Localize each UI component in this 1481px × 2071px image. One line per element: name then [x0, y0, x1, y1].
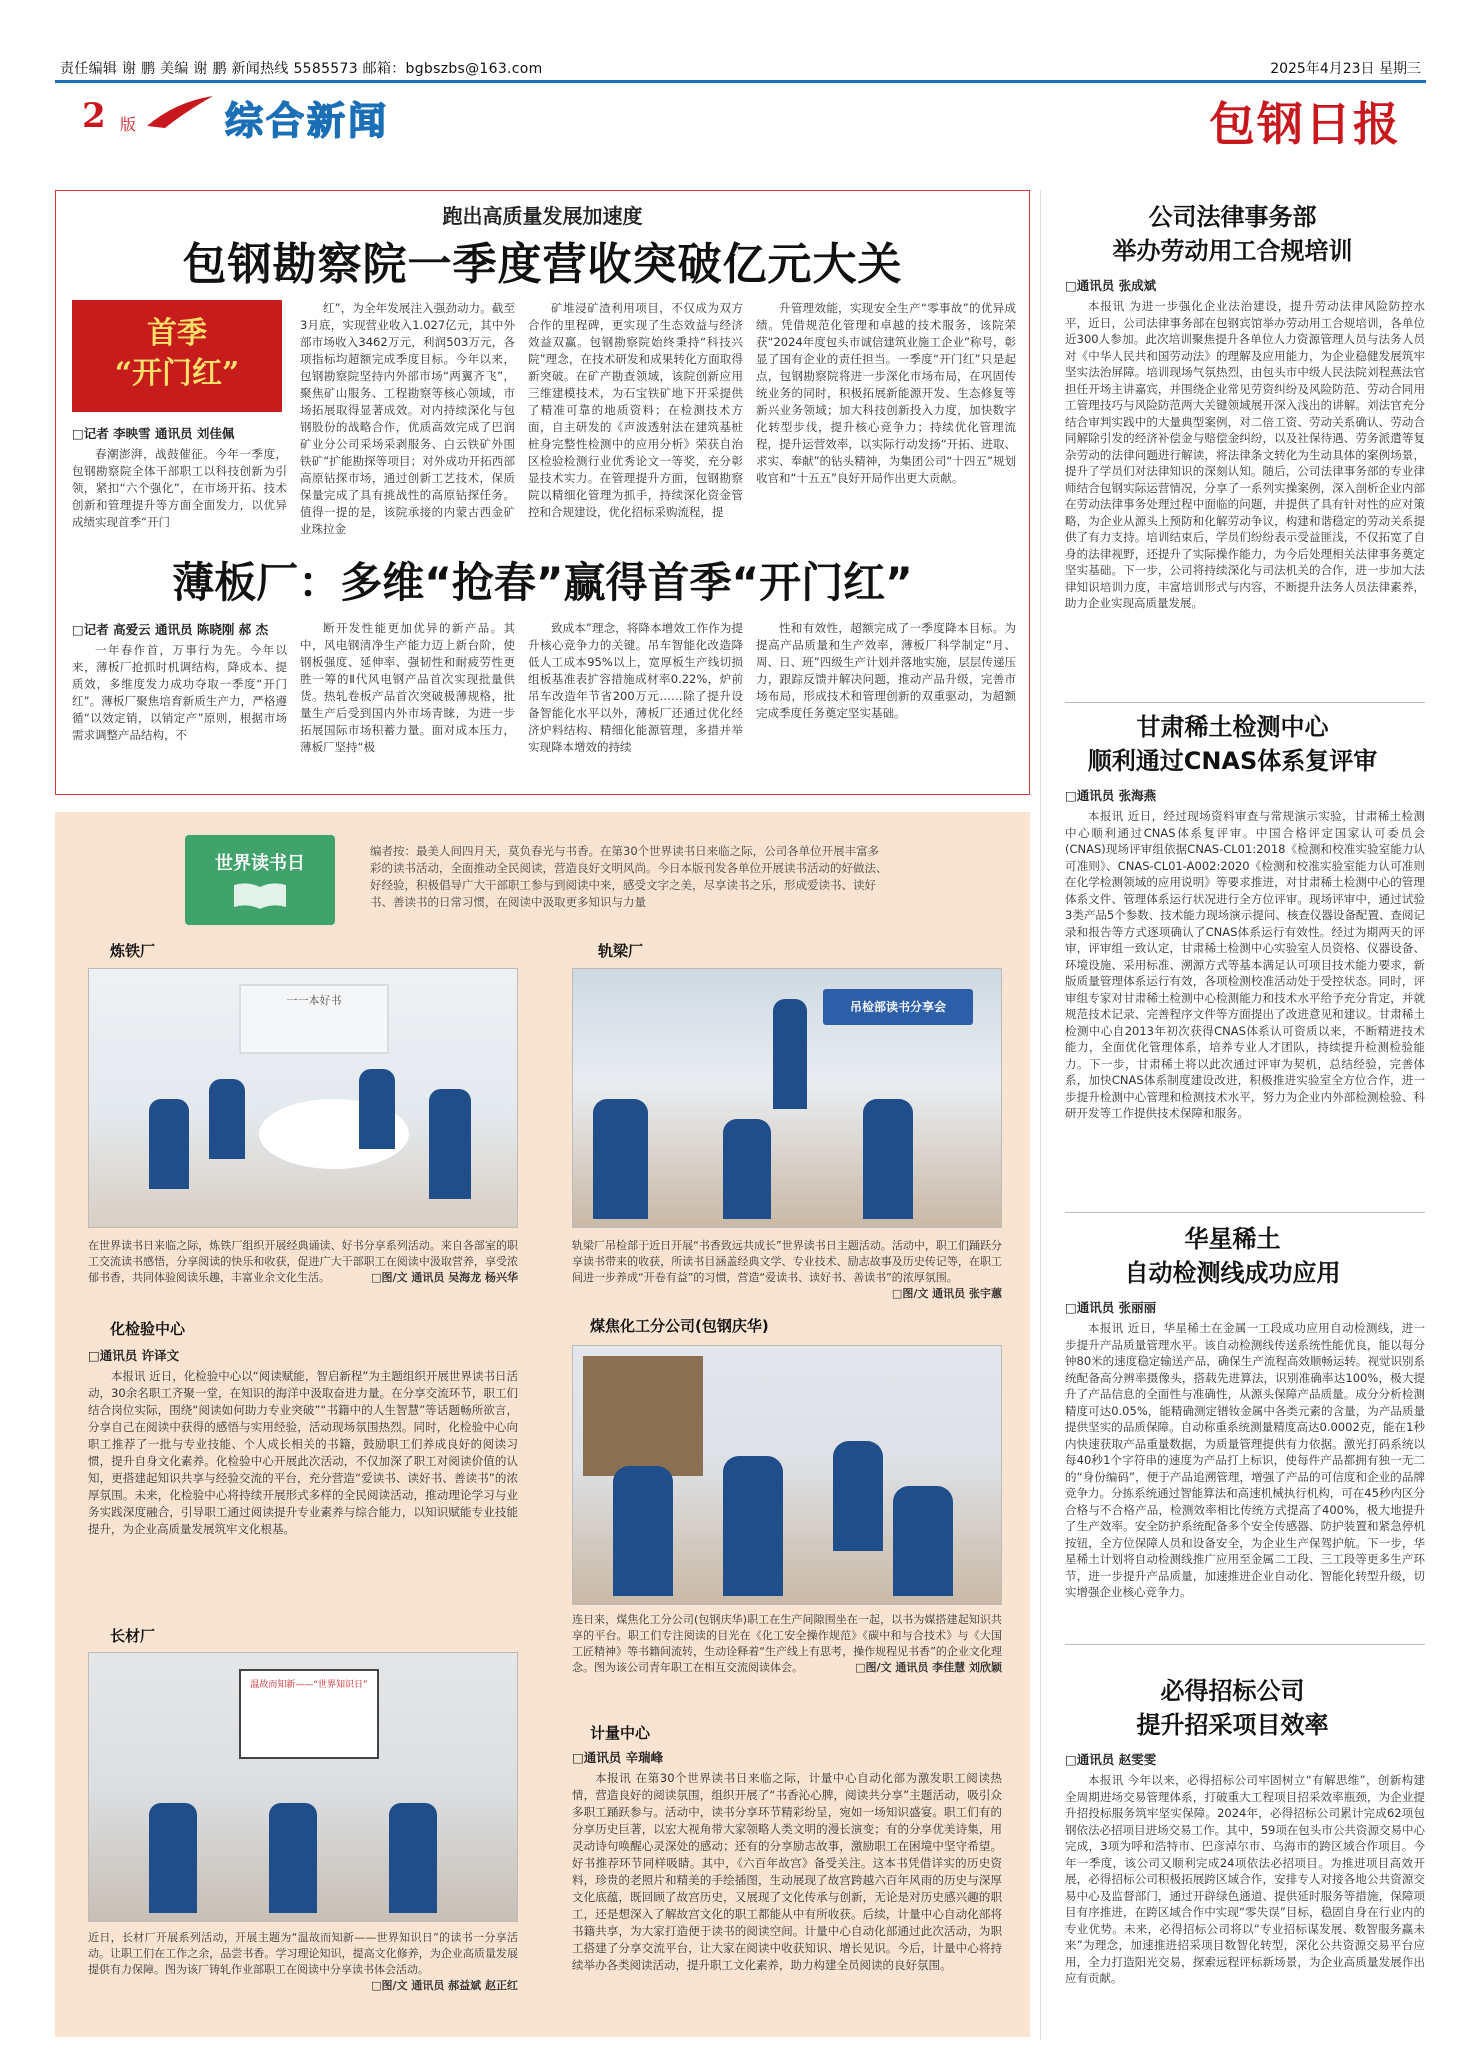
lead-byline: □记者 李映雪 通讯员 刘佳佩 — [72, 426, 235, 441]
header-rule — [55, 80, 1426, 83]
chang-heading: 长材厂 — [110, 1627, 156, 1645]
right-story-3-body: 本报讯 近日，华星稀土在金属一工段成功应用自动检测线，进一步提升产品质量管理水平。该自动检测线传送系统性能优良，能以每分钟80米的速度稳定输送产品，确保生产流程高效顺畅运转。视觉识别系统配备高分辨率摄像头，搭载先进算法，识别准确率达100%，极大提升了产品信息的全面性与准确性，从源头保障产品质量。成分分析检测精度可达0.05%，能精确测定镨钕金属中各类元素的含量，为产品质量提供坚实的品质保障。自动称重系统测量精度高达0.0002克，能在1秒内快速获取产品重量数据，为质量管理提供有力依据。激光打码系统以每40秒1个字符串的速度为产品打上标识，使每件产品都拥有独一无二的“身份编码”，便于产品追溯管理，增强了产品的可信度和企业的品牌竞争力。分拣系统通过智能算法和高速机械执行机构，可在45秒内区分合格与不合格产品，检测效率相比传统方式提高了400%，极大地提升了生产效率。安全防护系统配备多个安全传感器、防护装置和紧急停机按钮，全方位保障人员和设备安全，为企业生产保驾护航。下一步，华星稀土计划将自动检测线推广应用至金属二工段、三工段等更多生产环节，进一步提升产品质量，加速推进企业自动化、智能化转型升级，切实增强企业核心竞争力。 — [1065, 1321, 1425, 1599]
right-separator — [1065, 1644, 1425, 1645]
lead-column-3: 矿堆浸矿渣利用项目，不仅成为双方合作的里程碑，更实现了生态效益与经济效益双赢。包钢勘察院始终秉持“科技兴院”理念，在技术研发和成果转化方面取得新突破。在矿产勘查领域，该院创新应用三维建模技术，为石宝铁矿地下开采提供了精准可靠的地质资料；在检测技术方面，自主研发的《声波透射法在建筑基桩桩身完整性检测中的应用分析》荣获自治区检验检测行业优秀论文一等奖，充分彰显技术实力。在管理提升方面，包钢勘察院以精细化管理为抓手，持续深化资金管控和合规建设，优化招标采购流程，提 — [528, 301, 743, 519]
lian-caption — [88, 1238, 518, 1286]
reader-figure — [593, 1099, 648, 1219]
right-story-2-title-l1: 甘肃稀土检测中心 — [1136, 713, 1329, 741]
reader-figure — [359, 1069, 395, 1149]
lian-credit: □图/文 通讯员 吴海龙 杨兴华 — [371, 1271, 518, 1284]
second-column-3: 致成本”理念，将降本增效工作作为提升核心竞争力的关键。吊车智能化改造降低人工成本95%以上，宽厚板生产线切损组板基准表扩容措施成材率0.22%，炉前吊车改造年节省200万元……除了提升设备智能化水平以外，薄板厂还通过优化经济炉料结构、精细化能源管理，多措并举实现降本增效的持续 — [528, 621, 743, 754]
poster-title: 世界读书日 — [215, 853, 305, 874]
right-story-4-byline: □通讯员 赵雯雯 — [1065, 1752, 1157, 1767]
mei-photo — [572, 1345, 1002, 1605]
lead-column-4: 升管理效能，实现安全生产“零事故”的优异成绩。凭借规范化管理和卓越的技术服务，该院荣获“2024年度包头市诚信建筑业施工企业”称号，彰显了国有企业的责任担当。一季度“开门红”只是起点，包钢勘察院将进一步深化市场布局，在巩固传统业务的同时，积极拓展新能源开发、生态修复等新兴业务领域；加大科技创新投入力度，加快数字化转型步伐，提升核心竞争力；持续优化管理流程，提升运营效率，以实际行动发扬“开拓、进取、求实、奉献”的钻头精神，为集团公司“十四五”规划收官和“十五五”良好开局作出更大贡献。 — [756, 301, 1016, 485]
second-column-1: 一年春作首，万事行为先。今年以来，薄板厂抢抓时机调结构，降成本、提质效，多维度发力成功夺取一季度“开门红”。薄板厂聚焦培育新质生产力，严格遵循“以效定销，以销定产”原则，根据市场需求调整产品结构，不 — [72, 643, 287, 742]
right-story-4-title-l2: 提升招采项目效率 — [1136, 1711, 1329, 1739]
right-story-2-title — [1040, 710, 1425, 778]
chang-credit: □图/文 通讯员 郝益斌 赵正红 — [371, 1979, 518, 1992]
mei-heading: 煤焦化工分公司(包钢庆华) — [590, 1317, 769, 1335]
right-story-3-title-l1: 华星稀土 — [1184, 1225, 1281, 1253]
newspaper-logo: 包钢日报 — [1209, 97, 1401, 151]
reader-figure — [723, 1119, 771, 1219]
reader-figure — [269, 1803, 317, 1913]
right-story-4-title — [1040, 1674, 1425, 1742]
reader-figure — [773, 999, 807, 1109]
reader-figure — [613, 1466, 673, 1596]
chang-caption — [88, 1930, 518, 1994]
gui-heading: 轨梁厂 — [598, 942, 644, 960]
chang-screen: 温故而知新——“世界知识日” — [239, 1669, 379, 1759]
lead-kicker: 跑出高质量发展加速度 — [442, 204, 643, 228]
second-byline: □记者 高爱云 通讯员 陈晓刚 郝 杰 — [72, 622, 269, 637]
badge-line-2: “开门红” — [114, 356, 240, 391]
reader-figure — [429, 1089, 471, 1199]
right-story-2-title-l2: 顺利通过CNAS体系复评审 — [1087, 747, 1378, 775]
bookshelf — [583, 1356, 703, 1476]
right-story-3-title — [1040, 1222, 1425, 1290]
hua-heading: 化检验中心 — [110, 1320, 186, 1338]
second-column-2: 断开发性能更加优异的新产品。其中，风电钢清净生产能力迈上新台阶，使钢板强度、延伸率、强韧性和耐疲劳性更胜一筹的Ⅱ代风电钢产品首次实现批量供货。热轧卷板产品首次突破极薄规格，批量生产后受到国内外市场青睐，为进一步拓展国际市场积蓄力量。面对成本压力，薄板厂坚持“极 — [300, 621, 515, 754]
column-divider — [1040, 190, 1041, 2040]
brush-swoosh-icon — [145, 92, 215, 132]
right-story-1-byline: □通讯员 张成斌 — [1065, 278, 1157, 293]
lian-heading: 炼铁厂 — [110, 942, 156, 960]
second-column-4: 性和有效性，超额完成了一季度降本目标。为提高产品质量和生产效率，薄板厂科学制定“月、周、日、班”四级生产计划并落地实施，层层传递压力，跟踪反馈并解决问题，推动产品升级，完善市场布局，形成技术和管理创新的双重驱动，为超额完成季度任务奠定坚实基础。 — [756, 621, 1016, 720]
page-number: 2 — [82, 96, 106, 136]
gui-banner: 吊检部读书分享会 — [823, 989, 973, 1025]
lead-column-1: 春潮澎湃，战鼓催征。今年一季度，包钢勘察院全体干部职工以科技创新为引领，紧扣“六个强化”，在市场开拓、技术创新和管理提升等方面全面发力，以优异成绩实现首季“开门 — [72, 447, 287, 529]
reader-figure — [893, 1486, 953, 1596]
mei-credit: □图/文 通讯员 李佳慧 刘欣颖 — [855, 1661, 1002, 1674]
gui-caption — [572, 1238, 1002, 1302]
gui-credit: □图/文 通讯员 张宇蕙 — [891, 1287, 1002, 1300]
open-book-icon — [230, 881, 290, 911]
right-story-3-title-l2: 自动检测线成功应用 — [1124, 1259, 1341, 1287]
reader-figure — [209, 1079, 245, 1159]
right-separator — [1065, 702, 1425, 703]
lead-headline: 包钢勘察院一季度营收突破亿元大关 — [182, 239, 903, 290]
reader-figure — [723, 1456, 783, 1596]
ji-heading: 计量中心 — [590, 1724, 651, 1742]
reader-figure — [863, 1099, 913, 1219]
reader-figure — [149, 1803, 197, 1913]
section-title: 综合新闻 — [225, 99, 390, 143]
right-story-3-byline: □通讯员 张丽丽 — [1065, 1300, 1157, 1315]
right-story-4-body: 本报讯 今年以来，必得招标公司牢固树立“有解思维”，创新构建全周期进场交易管理体系，打破重大工程项目招采效率瓶颈，为企业提升招投标服务筑牢坚实保障。2024年，必得招标公司累计完成62项包钢依法必招项目进场交易工作。其中，59项在包头市公共资源交易中心完成，3项为呼和浩特市、巴彦淖尔市、乌海市的跨区域合作项目。今年一季度，该公司又顺利完成24项依法必招项目。为推进项目高效开展，必得招标公司积极拓展跨区域合作，安排专人对接各地公共资源交易中心及监督部门，通过开辟绿色通道、提供延时服务等措施，保障项目有序推进，在跨区域合作中实现“零失误”目标，稳固自身在行业内的专业优势。未来，必得招标公司将以“专业招标谋发展、数智服务赢未来”为理念，加速推进招采项目数智化转型，深化公共资源交易平台应用，全力打造阳光交易，探索远程评标新场景，为企业高质量发展作出应有贡献。 — [1065, 1773, 1425, 1985]
hua-byline: □通讯员 许译文 — [88, 1348, 180, 1363]
ji-byline: □通讯员 辛瑞峰 — [572, 1750, 664, 1765]
issue-date: 2025年4月23日 星期三 — [1270, 61, 1421, 77]
hua-body: 本报讯 近日，化检验中心以“阅读赋能，智启新程”为主题组织开展世界读书日活动，30余名职工齐聚一堂，在知识的海洋中汲取奋进力量。在分享交流环节，职工们结合岗位实际，围绕“阅读如何助力专业突破”“书籍中的人生智慧”等话题畅所欲言，分享自己在阅读中获得的感悟与实用经验，活动现场氛围热烈。同时，化检验中心向职工推荐了一批与专业技能、个人成长相关的书籍，鼓励职工们养成良好的阅读习惯，提升自身文化素养。化检验中心开展此次活动，不仅加深了职工对阅读价值的认知，更搭建起知识共享与经验交流的平台，充分营造“爱读书、读好书、善读书”的浓厚氛围。未来，化检验中心将持续开展形式多样的全民阅读活动，推动理论学习与业务实践深度融合，引导职工通过阅读提升专业素养与综合能力，以知识赋能专业技能提升，为企业高质量发展筑牢文化根基。 — [88, 1369, 518, 1536]
right-story-1-body: 本报讯 为进一步强化企业法治建设，提升劳动法律风险防控水平，近日，公司法律事务部在包钢宾馆举办劳动用工合规培训，各单位近300人参加。此次培训聚焦提升各单位人力资源管理人员与法务人员对《中华人民共和国劳动法》的理解及应用能力，为企业稳健发展筑牢坚实法治屏障。培训现场气氛热烈，由包头市中级人民法院刘程燕法官担任开场主讲嘉宾，并围绕企业常见劳资纠纷及风险防范、劳动合同用工管理技巧与风险防范两大关键领域展开深入浅出的讲解。刘法官充分结合审判实践中的大量典型案例，对二倍工资、劳动关系确认、劳动合同解除引发的经济补偿金与赔偿金纠纷，以及社保待遇、劳务派遣等复杂劳动的法律问题进行解读，将法律条文转化为生动具体的案例场景，提升了学员们对法律知识的深刻认知。随后，公司法律事务部的专业律师结合包钢实际运营情况，分享了一系列实操案例，深入剖析企业内部在劳动法律事务处理过程中面临的问题，并提供了具有针对性的应对策略，为企业从源头上预防和化解劳动争议，构建和谐稳定的劳动关系提供了有力支持。培训结束后，学员们纷纷表示受益匪浅，不仅拓宽了自身的法律视野，还提升了实际操作能力，为今后处理相关法律事务奠定坚实基础。下一步，公司将持续深化与司法机关的合作，进一步加大法律知识培训力度，丰富培训形式与内容，不断提升法务人员法律素养，助力企业实现高质量发展。 — [1065, 299, 1425, 610]
lead-column-2: 红”，为全年发展注入强劲动力。截至3月底，实现营业收入1.027亿元，其中外部市场收入3462万元，利润503万元，各项指标均超额完成季度目标。今年以来，包钢勘察院坚持内外部市场“两翼齐飞”，聚焦矿山服务、工程勘察等核心领域，市场拓展取得显著成效。对内持续深化与包钢股份的战略合作，优质高效完成了巴润矿业分公司采场采剥服务、白云铁矿外围铁矿“扩能勘探等项目；对外成功开拓西部高原钻探市场，通过创新工艺技术，保质保量完成了具有挑战性的高原钻探任务。值得一提的是，该院承接的内蒙古西金矿业珠拉金 — [300, 301, 515, 536]
lian-wall-board: 一一本好书 — [239, 984, 389, 1054]
ji-body: 本报讯 在第30个世界读书日来临之际，计量中心自动化部为激发职工阅读热情，营造良好的阅读氛围，组织开展了“书香沁心脾，阅读共分享”主题活动，吸引众多职工踊跃参与。活动中，读书分享环节精彩纷呈，宛如一场知识盛宴。职工们有的分享历史巨著，以宏大视角带大家领略人类文明的漫长演变；有的分享优美诗集，用灵动诗句唤醒心灵深处的感动；还有的分享励志故事，激励职工在困境中坚守希望。好书推荐环节同样吸睛。其中，《六百年故宫》备受关注。这本书凭借详实的历史资料，珍贵的老照片和精美的手绘插图，生动展现了故宫跨越六百年风雨的历史与深厚文化底蕴，既回顾了故宫历史，又展现了文化传承与创新，无论是对历史感兴趣的职工，还是想深入了解故宫文化的职工都能从中有所收获。后续，计量中心自动化部将书籍共享，为大家打造便于读书的阅读空间。计量中心自动化部通过此次活动，为职工搭建了分享交流平台，让大家在阅读中收获知识、增长见识。今后，计量中心将持续举办各类阅读活动，提升职工文化素养，助力构建全员阅读的良好氛围。 — [572, 1771, 1002, 1972]
masthead-editors: 责任编辑 谢 鹏 美编 谢 鹏 新闻热线 5585573 邮箱：bgbszbs@163.com — [60, 61, 543, 77]
gui-photo — [572, 968, 1002, 1228]
reader-figure — [149, 1099, 189, 1189]
right-story-1-title-l2: 举办劳动用工合规培训 — [1112, 237, 1353, 265]
editor-note: 编者按：最美人间四月天，莫负春光与书香。在第30个世界读书日来临之际，公司各单位开展丰富多彩的读书活动，全面推动全民阅读，营造良好文明风尚。今日本版刊发各单位开展读书活动的好做法、好经验，积极倡导广大干部职工参与到阅读中来，感受文字之美，尽享读书之乐，形成爱读书、读好书、善读书的日常习惯，在阅读中汲取更多知识与力量 — [370, 844, 888, 909]
mei-caption — [572, 1612, 1002, 1676]
right-story-2-byline: □通讯员 张海燕 — [1065, 788, 1157, 803]
right-story-1-title-l1: 公司法律事务部 — [1148, 203, 1317, 231]
chang-photo — [88, 1652, 518, 1922]
chang-caption-text: 近日，长材厂开展系列活动，开展主题为“温故而知新——世界知识日”的读书一分享活动。让职工们在工作之余，品尝书香。学习理论知识，提高文化修养，为企业高质量发展提供有力保障。图为该厂铸轧作业部职工在阅读中分享读书体会活动。 — [88, 1931, 518, 1976]
reading-day-poster — [185, 835, 335, 925]
badge-line-1: 首季 — [147, 316, 207, 351]
lian-caption-text: 在世界读书日来临之际，炼铁厂组织开展经典诵读、好书分享系列活动。来自各部室的职工交流读书感悟，分享阅读的快乐和收获，促进广大干部职工在阅读中汲取营养，享受浓郁书香，共同体验阅读乐趣，丰富业余文化生活。 — [88, 1239, 518, 1284]
lian-photo — [88, 968, 518, 1228]
second-headline: 薄板厂：多维“抢春”赢得首季“开门红” — [172, 558, 913, 607]
reader-figure — [833, 1441, 883, 1551]
right-story-1-title — [1040, 200, 1425, 268]
mei-caption-text: 连日来，煤焦化工分公司(包钢庆华)职工在生产间隙围坐在一起，以书为媒搭建起知识共享的平台。职工们专注阅读的目光在《化工安全操作规范》《碳中和与合技术》与《大国工匠精神》等书籍间流转，生动诠释着“生产线上有思考，操作规程见书香”的企业文化理念。图为该公司青年职工在相互交流阅读体会。 — [572, 1613, 1002, 1674]
reader-figure — [389, 1803, 437, 1913]
first-quarter-badge — [72, 300, 282, 412]
right-separator — [1065, 1212, 1425, 1213]
page-unit: 版 — [120, 115, 137, 134]
gui-caption-text: 轨梁厂吊检部于近日开展“书香致远共成长”世界读书日主题活动。活动中，职工们踊跃分享读书带来的收获，所读书目涵盖经典文学、专业技术、励志故事及历史传记等，在职工间进一步养成“开卷有益”的习惯，营造“爱读书、读好书、善读书”的浓厚氛围。 — [572, 1239, 1002, 1284]
right-story-4-title-l1: 必得招标公司 — [1160, 1677, 1305, 1705]
right-story-2-body: 本报讯 近日，经过现场资料审查与常规演示实验，甘肃稀土检测中心顺利通过CNAS体系复评审。中国合格评定国家认可委员会(CNAS)现场评审组依据CNAS-CL01:2018《检测和校准实验室能力认可准则》、CNAS-CL01-A002:2020《检测和校准实验室能力认可准则在化学检测领域的应用说明》等要求推进，对甘肃稀土检测中心的管理体系文件、管理体系运行状况进行全方位评审。现场评审中，通过试验3类产品5个参数、技术能力现场演示提问、核查仪器设备配置、查阅记录和报告等方式逐项确认了CNAS体系运行有效性。经过为期两天的评审，评审组一致认定，甘肃稀土检测中心实验室人员资格、仪器设备、环境设施、采用标准、溯源方式等基本满足认可项目技术能力要求，新版质量管理体系运行有效，各项检测校准活动处于受控状态。同时，评审组专家对甘肃稀土检测中心检测能力和技术水平给予充分肯定，并就规范技术记录、完善程序文件等方面提出了改进意见和建议。甘肃稀土检测中心自2013年初次获得CNAS体系认可资质以来，不断精进技术能力，全面优化管理体系，培养专业人才团队，持续提升检测检验能力。下一步，甘肃稀土将以此次通过评审为契机，总结经验，完善体系，加快CNAS体系制度建设改进，积极推进实验室全方位合作，进一步提升检测中心管理和检测技术水平，努力为企业内外部检测检验、科研开发等工作提供技术保障和服务。 — [1065, 809, 1425, 1120]
